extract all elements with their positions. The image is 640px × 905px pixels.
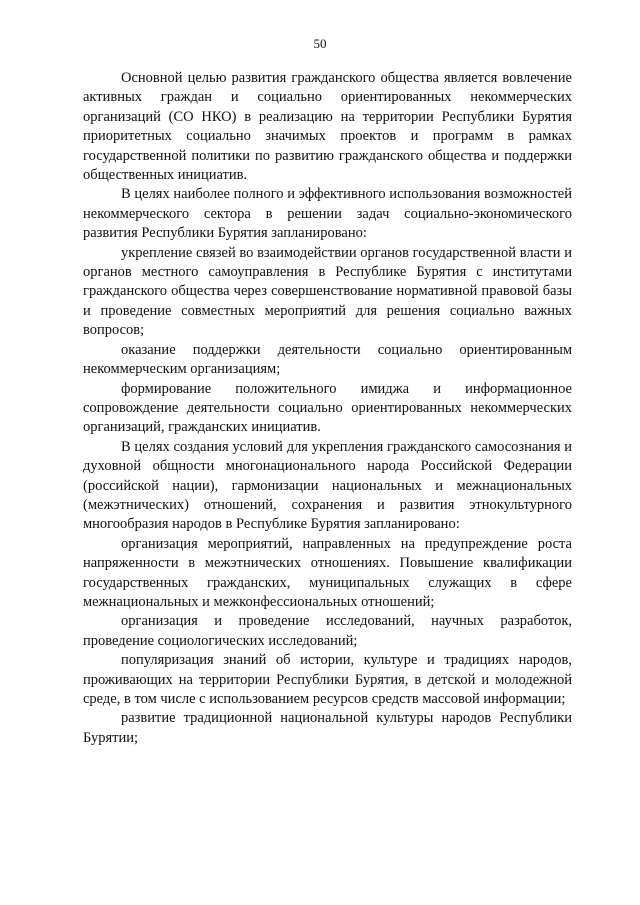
list-item-popularization: популяризация знаний об истории, культуре и традициях народов, проживающих на территории Республики Бурятия, в детской и молодежной среде, в том числе с использованием ресурсов средств массовой информации; xyxy=(83,652,572,707)
list-item-support-nko: оказание поддержки деятельности социально ориентированным некоммерческим организациям; xyxy=(83,341,572,378)
paragraph-goal: Основной целью развития гражданского общества является вовлечение активных граждан и социально ориентированных некоммерческих организаций (СО НКО) в реализацию на территории Республики Бурятия приоритетных социально значимых проектов и программ в рамках государственной политики по развитию гражданского общества и поддержки общественных инициатив. xyxy=(83,70,572,184)
list-item-traditional-culture: развитие традиционной национальной культуры народов Республики Бурятии; xyxy=(83,710,572,746)
list-item-research: организация и проведение исследований, научных разработок, проведение социологических исследований; xyxy=(83,613,572,649)
page-number: 50 xyxy=(313,36,327,51)
list-item-strengthen-ties: укрепление связей во взаимодействии органов государственной власти и органов местного самоуправления в Республике Бурятия с институтами гражданского общества через совершенствование нормативной правовой базы и проведение совместных мероприятий для решения социально важных вопросов; xyxy=(83,244,572,339)
paragraph-nonprofit-plan: В целях наиболее полного и эффективного использования возможностей некоммерческого сектора в решении задач социально-экономического развития Республики Бурятия запланировано: xyxy=(83,186,572,242)
list-item-ethnic-tension-prevention: организация мероприятий, направленных на предупреждение роста напряженности в межэтнических отношениях. Повышение квалификации государственных гражданских, муниципальных служащих в сфере межнациональных и межконфессиональных отношений; xyxy=(83,535,572,610)
document-body xyxy=(83,69,572,748)
list-item-positive-image: формирование положительного имиджа и информационное сопровождение деятельности социально ориентированных некоммерческих организаций, гражданских инициатив. xyxy=(83,380,572,436)
paragraph-civic-identity-plan: В целях создания условий для укрепления гражданского самосознания и духовной общности многонационального народа Российской Федерации (российской нации), гармонизации национальных и межнациональных (межэтнических) отношений, сохранения и развития этнокультурного многообразия народов в Республике Бурятия запланировано: xyxy=(83,438,572,533)
